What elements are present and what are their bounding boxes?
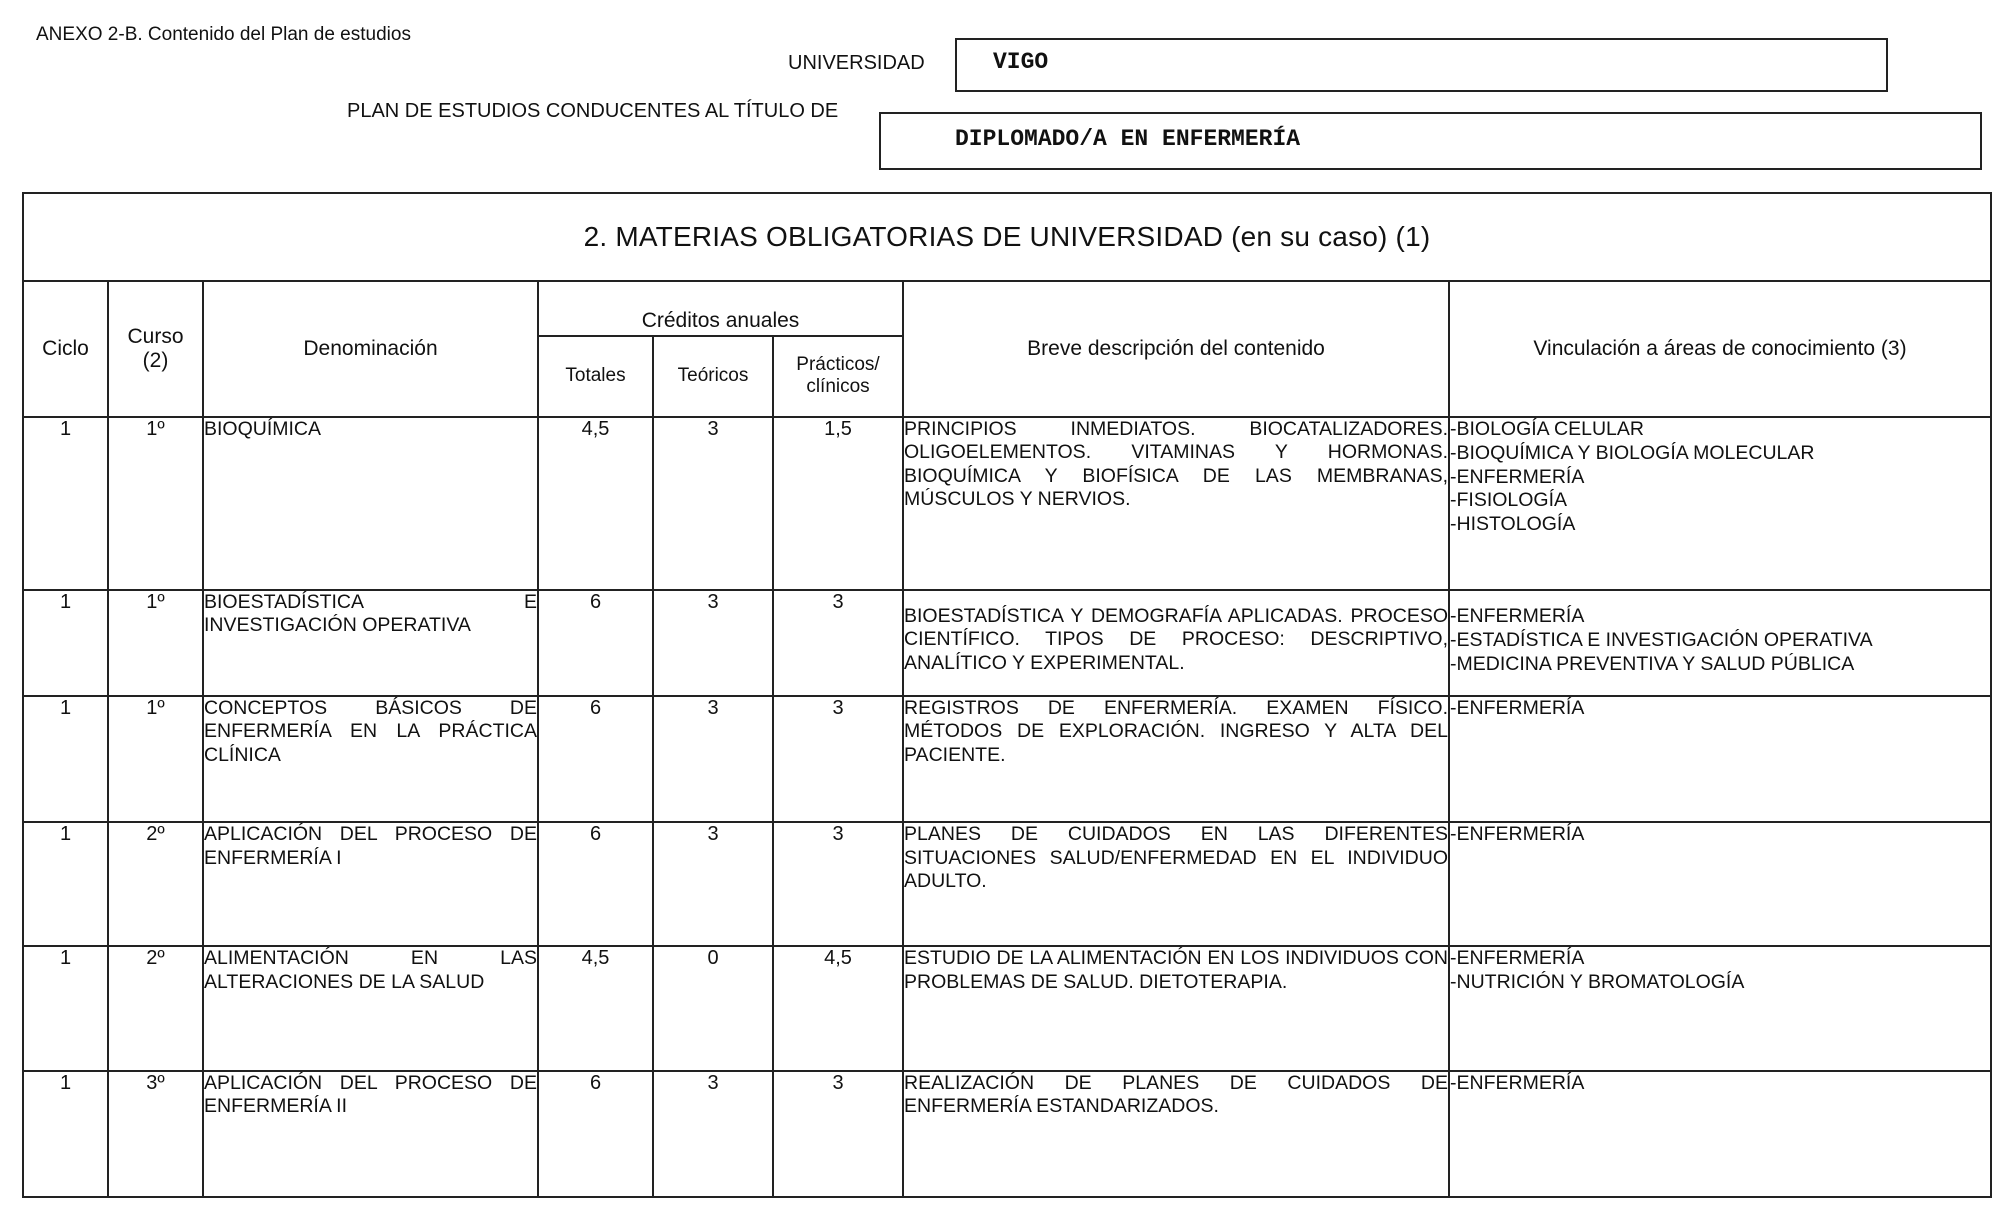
- cell-teoricos: 3: [653, 822, 773, 946]
- cell-curso: 1º: [108, 590, 203, 696]
- col-practicos-label: Prácticos/ clínicos: [796, 354, 880, 398]
- cell-descripcion: PLANES DE CUIDADOS EN LAS DIFERENTES SITUACIONES SALUD/ENFERMEDAD EN EL INDIVIDUO ADULTO.: [903, 822, 1449, 946]
- cell-curso: 2º: [108, 946, 203, 1070]
- cell-descripcion: BIOESTADÍSTICA Y DEMOGRAFÍA APLICADAS. PROCESO CIENTÍFICO. TIPOS DE PROCESO: DESCRIPTIVO, ANALÍTICO Y EXPERIMENTAL.: [903, 590, 1449, 696]
- cell-areas: [1449, 822, 1991, 946]
- cell-teoricos: 0: [653, 946, 773, 1070]
- cell-denominacion: APLICACIÓN DEL PROCESO DE ENFERMERÍA I: [203, 822, 538, 946]
- cell-ciclo: 1: [23, 1071, 108, 1197]
- area-item: -BIOQUÍMICA Y BIOLOGÍA MOLECULAR: [1450, 441, 1815, 464]
- cell-denominacion: ALIMENTACIÓN EN LAS ALTERACIONES DE LA SALUD: [203, 946, 538, 1070]
- plan-value-box: DIPLOMADO/A EN ENFERMERÍA: [879, 112, 1982, 170]
- area-item: -ENFERMERÍA: [1450, 465, 1585, 488]
- col-ciclo: Ciclo: [23, 281, 108, 417]
- cell-totales: 6: [538, 590, 653, 696]
- cell-practicos: 3: [773, 822, 903, 946]
- cell-curso: 1º: [108, 417, 203, 590]
- cell-teoricos: 3: [653, 590, 773, 696]
- col-curso-label: Curso (2): [127, 324, 184, 372]
- cell-descripcion: REGISTROS DE ENFERMERÍA. EXAMEN FÍSICO. MÉTODOS DE EXPLORACIÓN. INGRESO Y ALTA DEL PACIENTE.: [903, 696, 1449, 822]
- cell-curso: 2º: [108, 822, 203, 946]
- plan-label: PLAN DE ESTUDIOS CONDUCENTES AL TÍTULO DE: [347, 100, 839, 122]
- col-creditos: Créditos anuales: [538, 281, 903, 336]
- col-curso: [108, 281, 203, 417]
- cell-areas: [1449, 1071, 1991, 1197]
- cell-descripcion: PRINCIPIOS INMEDIATOS. BIOCATALIZADORES. OLIGOELEMENTOS. VITAMINAS Y HORMONAS. BIOQUÍMICA Y BIOFÍSICA DE LAS MEMBRANAS, MÚSCULOS Y NERVIOS.: [903, 417, 1449, 590]
- area-item: -ENFERMERÍA: [1450, 947, 1585, 970]
- cell-ciclo: 1: [23, 822, 108, 946]
- area-item: -ESTADÍSTICA E INVESTIGACIÓN OPERATIVA: [1450, 628, 1873, 651]
- table-title: 2. MATERIAS OBLIGATORIAS DE UNIVERSIDAD (en su caso) (1): [23, 193, 1991, 281]
- cell-denominacion: CONCEPTOS BÁSICOS DE ENFERMERÍA EN LA PRÁCTICA CLÍNICA: [203, 696, 538, 822]
- col-practicos: [773, 336, 903, 417]
- cell-denominacion: APLICACIÓN DEL PROCESO DE ENFERMERÍA II: [203, 1071, 538, 1197]
- cell-teoricos: 3: [653, 1071, 773, 1197]
- cell-areas: [1449, 696, 1991, 822]
- cell-totales: 6: [538, 696, 653, 822]
- cell-practicos: 3: [773, 696, 903, 822]
- cell-curso: 1º: [108, 696, 203, 822]
- area-item: -NUTRICIÓN Y BROMATOLOGÍA: [1450, 971, 1745, 994]
- area-item: -ENFERMERÍA: [1450, 696, 1585, 719]
- cell-totales: 4,5: [538, 946, 653, 1070]
- university-value-box: VIGO: [955, 38, 1888, 92]
- cell-practicos: 3: [773, 590, 903, 696]
- table-row: [23, 696, 1991, 822]
- cell-areas: [1449, 946, 1991, 1070]
- cell-teoricos: 3: [653, 696, 773, 822]
- cell-ciclo: 1: [23, 417, 108, 590]
- cell-ciclo: 1: [23, 696, 108, 822]
- cell-practicos: 4,5: [773, 946, 903, 1070]
- cell-descripcion: REALIZACIÓN DE PLANES DE CUIDADOS DE ENFERMERÍA ESTANDARIZADOS.: [903, 1071, 1449, 1197]
- cell-ciclo: 1: [23, 590, 108, 696]
- area-item: -ENFERMERÍA: [1450, 823, 1585, 846]
- annex-title: ANEXO 2-B. Contenido del Plan de estudios: [36, 24, 411, 45]
- area-item: -ENFERMERÍA: [1450, 1071, 1585, 1094]
- area-item: -FISIOLOGÍA: [1450, 489, 1568, 512]
- col-denominacion: Denominación: [203, 281, 538, 417]
- area-item: -BIOLOGÍA CELULAR: [1450, 418, 1644, 440]
- cell-areas: [1449, 590, 1991, 696]
- table-row: [23, 590, 1991, 696]
- col-descripcion: Breve descripción del contenido: [903, 281, 1449, 417]
- cell-practicos: 3: [773, 1071, 903, 1197]
- col-totales: Totales: [538, 336, 653, 417]
- cell-totales: 6: [538, 822, 653, 946]
- col-teoricos: Teóricos: [653, 336, 773, 417]
- cell-areas: [1449, 417, 1991, 590]
- cell-descripcion: ESTUDIO DE LA ALIMENTACIÓN EN LOS INDIVIDUOS CON PROBLEMAS DE SALUD. DIETOTERAPIA.: [903, 946, 1449, 1070]
- area-item: -MEDICINA PREVENTIVA Y SALUD PÚBLICA: [1450, 652, 1855, 675]
- table-row: [23, 417, 1991, 590]
- cell-ciclo: 1: [23, 946, 108, 1070]
- cell-totales: 6: [538, 1071, 653, 1197]
- cell-curso: 3º: [108, 1071, 203, 1197]
- university-label: UNIVERSIDAD: [788, 52, 925, 74]
- cell-teoricos: 3: [653, 417, 773, 590]
- table-row: [23, 946, 1991, 1070]
- area-item: -HISTOLOGÍA: [1450, 513, 1576, 536]
- table-row: [23, 1071, 1991, 1197]
- cell-totales: 4,5: [538, 417, 653, 590]
- cell-practicos: 1,5: [773, 417, 903, 590]
- subjects-table: [22, 192, 1992, 1198]
- area-item: -ENFERMERÍA: [1450, 605, 1585, 628]
- cell-denominacion: BIOESTADÍSTICA E INVESTIGACIÓN OPERATIVA: [203, 590, 538, 696]
- table-row: [23, 822, 1991, 946]
- col-vinculacion: Vinculación a áreas de conocimiento (3): [1449, 281, 1991, 417]
- cell-denominacion: BIOQUÍMICA: [203, 417, 538, 590]
